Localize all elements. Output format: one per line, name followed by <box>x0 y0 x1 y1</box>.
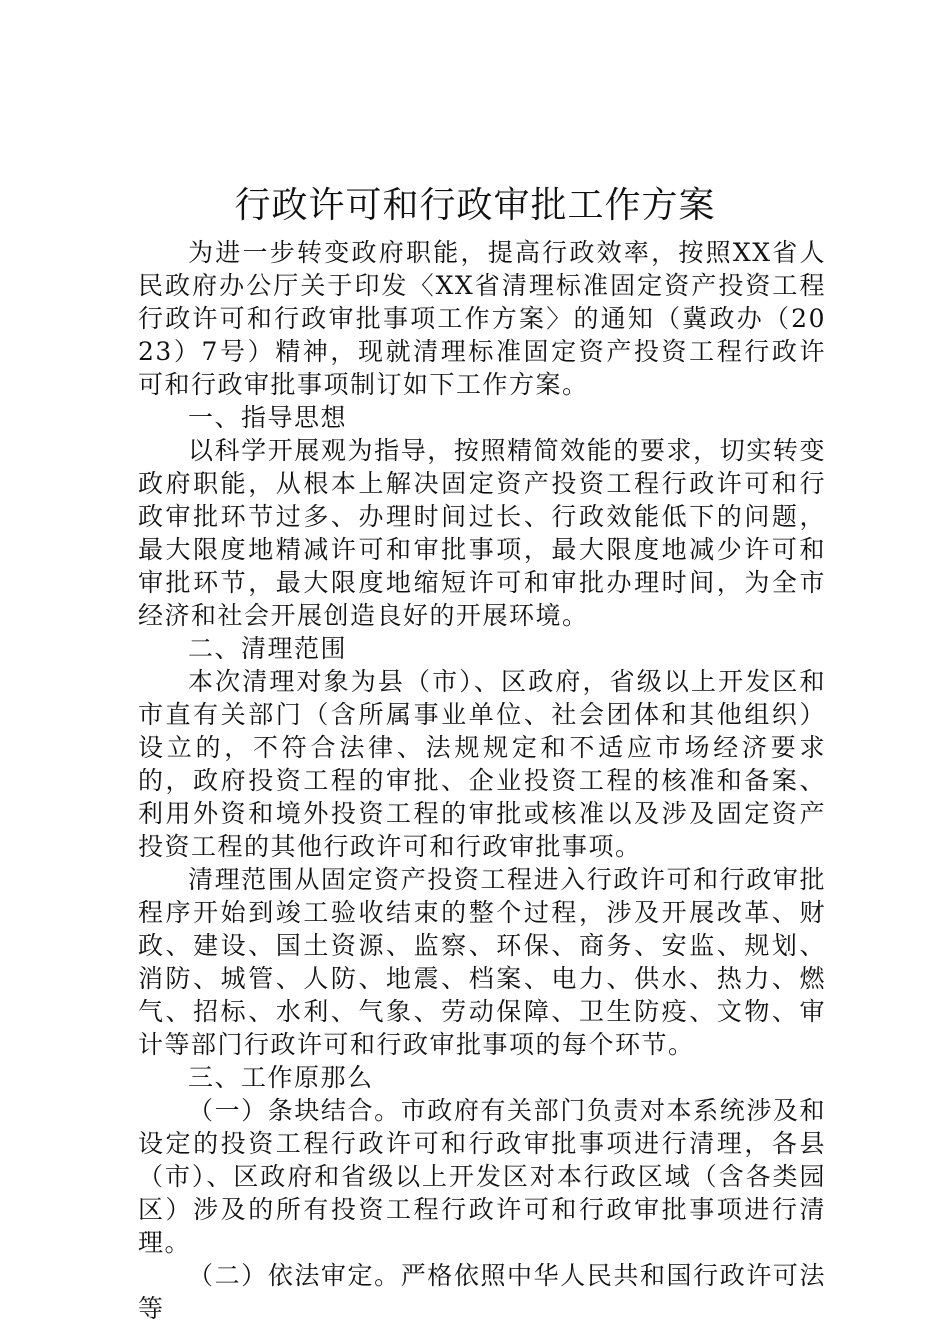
section-heading-work-principles: 三、工作原那么 <box>188 1063 374 1092</box>
work-principles-paragraph-1: （一）条块结合。市政府有关部门负责对本系统涉及和设定的投资工程行政许可和行政审批事项进行清理，各县（市）、区政府和省级以上开发区对本行政区域（含各类园区）涉及的所有投资工程行政许可和行政审批事项进行清理。 <box>138 1096 826 1257</box>
cleanup-scope-paragraph-2: 清理范围从固定资产投资工程进入行政许可和行政审批程序开始到竣工验收结束的整个过程，涉及开展改革、财政、建设、国土资源、监察、环保、商务、安监、规划、消防、城管、人防、地震、档案、电力、供水、热力、燃气、招标、水利、气象、劳动保障、卫生防疫、文物、审计等部门行政许可和行政审批事项的每个环节。 <box>138 865 826 1059</box>
section-heading-guiding-ideology: 一、指导思想 <box>188 403 348 432</box>
document-body <box>138 236 826 1325</box>
intro-paragraph: 为进一步转变政府职能，提高行政效率，按照XX省人民政府办公厅关于印发〈XX省清理标准固定资产投资工程行政许可和行政审批事项工作方案〉的通知（冀政办（2023）7号）精神，现就清理标准固定资产投资工程行政许可和行政审批事项制订如下工作方案。 <box>138 238 826 399</box>
document-title: 行政许可和行政审批工作方案 <box>234 185 716 226</box>
cleanup-scope-paragraph-1: 本次清理对象为县（市）、区政府，省级以上开发区和市直有关部门（含所属事业单位、社会团体和其他组织）设立的，不符合法律、法规规定和不适应市场经济要求的，政府投资工程的审批、企业投资工程的核准和备案、利用外资和境外投资工程的审批或核准以及涉及固定资产投资工程的其他行政许可和行政审批事项。 <box>138 667 826 861</box>
work-principles-paragraph-2: （二）依法审定。严格依照中华人民共和国行政许可法等 <box>138 1261 826 1323</box>
section-heading-cleanup-scope: 二、清理范围 <box>188 634 348 663</box>
guiding-ideology-paragraph: 以科学开展观为指导，按照精简效能的要求，切实转变政府职能，从根本上解决固定资产投资工程行政许可和行政审批环节过多、办理时间过长、行政效能低下的问题，最大限度地精减许可和审批事项，最大限度地减少许可和审批环节，最大限度地缩短许可和审批办理时间，为全市经济和社会开展创造良好的开展环境。 <box>138 436 826 630</box>
